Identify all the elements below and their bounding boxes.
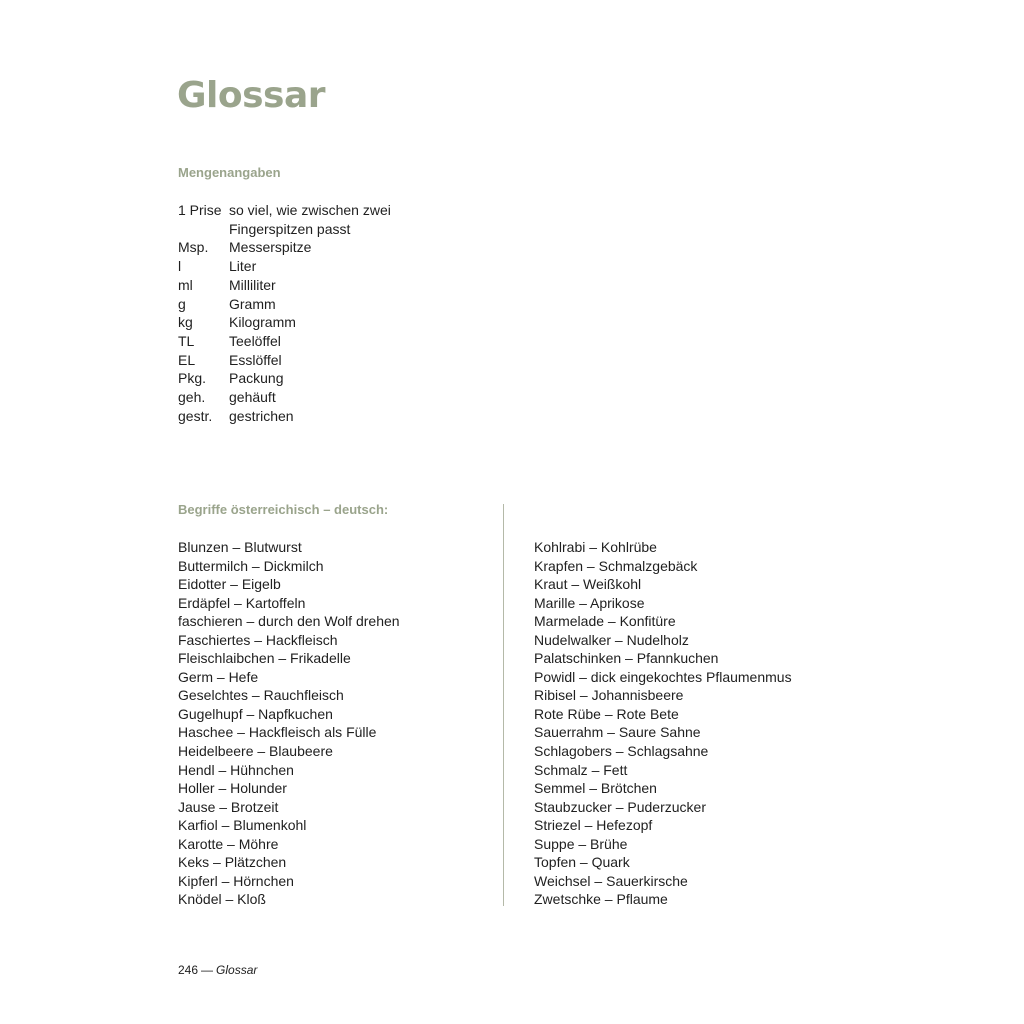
term-item: Erdäpfel – Kartoffeln xyxy=(178,594,306,611)
terms-list-right xyxy=(534,538,792,909)
unit-abbreviation: Pkg. xyxy=(178,370,207,387)
units-heading: Mengenangaben xyxy=(178,165,281,180)
term-item: Striezel – Hefezopf xyxy=(534,817,653,834)
term-item: Holler – Holunder xyxy=(178,780,287,797)
term-item: Geselchtes – Rauchfleisch xyxy=(178,687,344,704)
unit-meaning: Packung xyxy=(229,370,284,387)
unit-meaning: Kilogramm xyxy=(229,314,296,331)
unit-abbreviation: TL xyxy=(178,332,195,349)
unit-meaning: Esslöffel xyxy=(229,351,282,368)
term-item: Heidelbeere – Blaubeere xyxy=(178,743,333,760)
page-footer xyxy=(178,962,257,978)
term-item: Ribisel – Johannisbeere xyxy=(534,687,684,704)
term-item: Semmel – Brötchen xyxy=(534,780,657,797)
unit-meaning: Gramm xyxy=(229,295,276,312)
term-item: Weichsel – Sauerkirsche xyxy=(534,872,688,889)
unit-abbreviation: ml xyxy=(178,276,193,293)
unit-abbreviation: geh. xyxy=(178,389,206,406)
term-item: Suppe – Brühe xyxy=(534,835,628,852)
unit-abbreviation: 1 Prise xyxy=(178,202,222,218)
term-item: Buttermilch – Dickmilch xyxy=(178,557,324,574)
term-item: Kohlrabi – Kohlrübe xyxy=(534,539,657,555)
unit-meaning: Milliliter xyxy=(229,276,276,293)
term-item: Rote Rübe – Rote Bete xyxy=(534,705,679,722)
term-item: Gugelhupf – Napfkuchen xyxy=(178,705,333,722)
term-item: Krapfen – Schmalzgebäck xyxy=(534,557,698,574)
footer-section-label: Glossar xyxy=(216,963,258,977)
term-item: Karfiol – Blumenkohl xyxy=(178,817,307,834)
unit-row xyxy=(178,313,449,332)
term-item: faschieren – durch den Wolf drehen xyxy=(178,613,400,630)
term-item: Marille – Aprikose xyxy=(534,594,645,611)
footer-separator: — xyxy=(201,963,214,977)
unit-meaning: so viel, wie zwischen zwei Fingerspitzen passt xyxy=(229,202,391,237)
term-item: Karotte – Möhre xyxy=(178,835,279,852)
unit-row xyxy=(178,332,449,351)
term-item: Kipferl – Hörnchen xyxy=(178,872,294,889)
term-item: Staubzucker – Puderzucker xyxy=(534,798,706,815)
unit-abbreviation: l xyxy=(178,258,182,275)
page-title: Glossar xyxy=(177,75,326,116)
term-item: Kraut – Weißkohl xyxy=(534,576,642,593)
term-item: Marmelade – Konfitüre xyxy=(534,613,676,630)
unit-meaning: gestrichen xyxy=(229,407,294,424)
page-number: 246 xyxy=(178,963,199,977)
terms-heading: Begriffe österreichisch – deutsch: xyxy=(178,502,389,517)
term-item: Topfen – Quark xyxy=(534,854,630,871)
unit-meaning: Messerspitze xyxy=(229,239,312,256)
term-item: Germ – Hefe xyxy=(178,668,259,685)
term-item: Faschiertes – Hackfleisch xyxy=(178,631,338,648)
unit-abbreviation: kg xyxy=(178,314,193,331)
unit-meaning: Teelöffel xyxy=(229,332,281,349)
term-item: Zwetschke – Pflaume xyxy=(534,891,668,908)
unit-row xyxy=(178,257,449,276)
term-item: Schlagobers – Schlagsahne xyxy=(534,743,709,760)
term-item: Haschee – Hackfleisch als Fülle xyxy=(178,724,377,741)
unit-abbreviation: EL xyxy=(178,351,196,368)
term-item: Powidl – dick eingekochtes Pflaumenmus xyxy=(534,668,792,685)
term-item: Nudelwalker – Nudelholz xyxy=(534,631,689,648)
unit-row xyxy=(178,276,449,295)
unit-row xyxy=(178,295,449,314)
term-item: Knödel – Kloß xyxy=(178,891,266,908)
unit-meaning: gehäuft xyxy=(229,389,276,406)
term-item: Sauerrahm – Saure Sahne xyxy=(534,724,701,741)
term-item: Palatschinken – Pfannkuchen xyxy=(534,650,719,667)
unit-abbreviation: gestr. xyxy=(178,407,213,424)
term-item: Jause – Brotzeit xyxy=(178,798,279,815)
term-item: Schmalz – Fett xyxy=(534,761,628,778)
column-divider xyxy=(503,504,504,906)
unit-row xyxy=(178,201,449,238)
term-item: Fleischlaibchen – Frikadelle xyxy=(178,650,351,667)
terms-list-left xyxy=(178,538,400,909)
unit-meaning: Liter xyxy=(229,258,257,275)
term-item: Blunzen – Blutwurst xyxy=(178,539,302,555)
unit-abbreviation: Msp. xyxy=(178,239,209,256)
term-item: Eidotter – Eigelb xyxy=(178,576,281,593)
term-item: Keks – Plätzchen xyxy=(178,854,287,871)
unit-row xyxy=(178,238,449,257)
term-item: Hendl – Hühnchen xyxy=(178,761,294,778)
unit-row xyxy=(178,369,449,388)
unit-row xyxy=(178,407,449,426)
unit-row xyxy=(178,351,449,370)
unit-abbreviation: g xyxy=(178,295,186,312)
units-list xyxy=(178,201,449,425)
unit-row xyxy=(178,388,449,407)
